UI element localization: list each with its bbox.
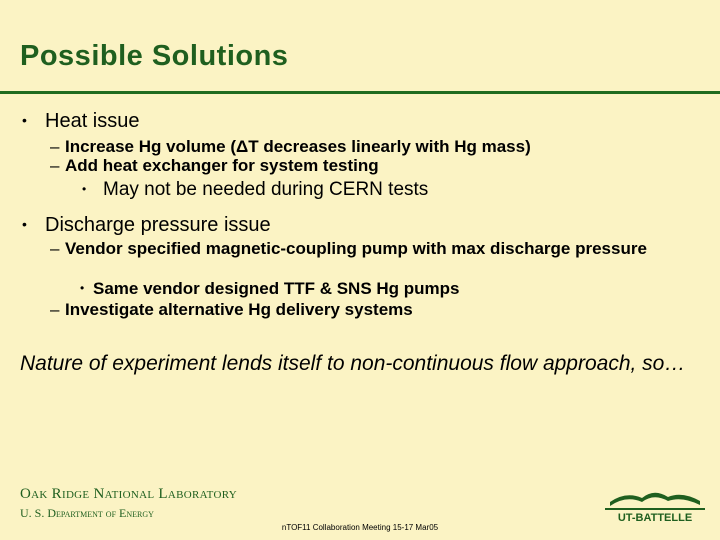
bullet-discharge-issue — [22, 214, 271, 237]
sub-bullet-heat-1 — [50, 137, 531, 157]
bullet-dot-icon: • — [22, 112, 27, 128]
bullet-label: Discharge pressure issue — [45, 214, 271, 236]
bullet-heat-issue — [22, 110, 140, 133]
sub-sub-bullet-text: May not be needed during CERN tests — [103, 179, 429, 200]
sub-bullet-heat-2 — [50, 156, 379, 176]
dash-icon: – — [50, 137, 60, 156]
org-department: U. S. Department of Energy — [20, 506, 154, 520]
bullet-dot-icon: • — [82, 182, 87, 196]
sub-sub-bullet-heat — [82, 179, 428, 201]
sub-bullet-text: Vendor specified magnetic-coupling pump with max discharge pressure — [65, 239, 647, 258]
bullet-dot-icon: • — [80, 281, 85, 295]
sub-sub-bullet-discharge — [80, 279, 460, 299]
sub-bullet-text: Increase Hg volume (ΔT decreases linearly with Hg mass) — [65, 137, 531, 156]
sub-bullet-discharge-1 — [50, 239, 690, 259]
nature-statement: Nature of experiment lends itself to non-continuous flow approach, so… — [20, 352, 686, 375]
sub-bullet-text: Investigate alternative Hg delivery systems — [65, 300, 413, 319]
sub-sub-bullet-text: Same vendor designed TTF & SNS Hg pumps — [93, 279, 460, 298]
ut-battelle-logo — [602, 485, 708, 525]
bullet-dot-icon: • — [22, 216, 27, 232]
sub-bullet-discharge-2 — [50, 300, 413, 320]
meeting-footer: nTOF11 Collaboration Meeting 15-17 Mar05 — [281, 523, 439, 532]
slide-title: Possible Solutions — [20, 40, 289, 72]
sub-bullet-text: Add heat exchanger for system testing — [65, 156, 379, 175]
dash-icon: – — [50, 156, 60, 175]
logo-text: UT-BATTELLE — [617, 512, 693, 524]
dash-icon: – — [50, 239, 60, 258]
bullet-label: Heat issue — [45, 110, 140, 132]
title-divider — [0, 91, 720, 94]
ornl-logo-text — [20, 486, 237, 521]
dash-icon: – — [50, 300, 60, 319]
org-name: Oak Ridge National Laboratory — [20, 486, 238, 502]
